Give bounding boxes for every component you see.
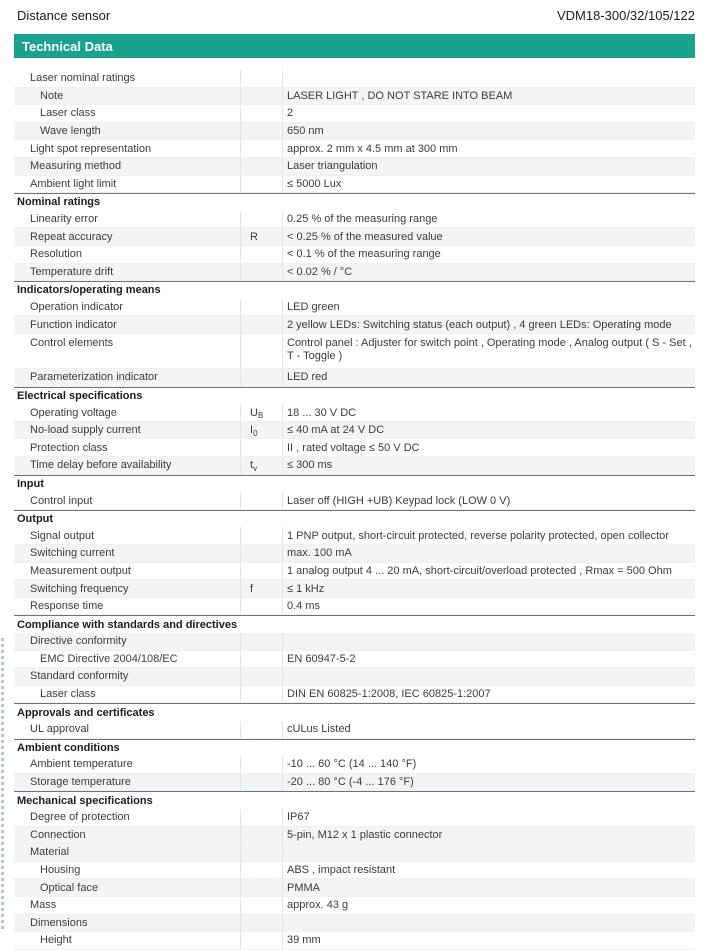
spec-row [14, 879, 695, 897]
spec-label: EMC Directive 2004/108/EC [40, 652, 178, 665]
section-header: Electrical specifications [14, 387, 695, 405]
spec-value: II , rated voltage ≤ 50 V DC [287, 441, 420, 454]
spec-label: Mass [30, 899, 57, 912]
spec-row [14, 88, 695, 106]
spec-label: Measuring method [30, 160, 122, 173]
spec-symbol: t v [240, 457, 283, 474]
spec-row [14, 774, 695, 792]
spec-label: Time delay before availability [30, 459, 172, 472]
spec-row [14, 580, 695, 598]
spec-label: Control input [30, 494, 93, 507]
left-margin-microtext [1, 638, 4, 932]
spec-label: Standard conformity [30, 670, 129, 683]
spec-value: -20 ... 80 °C (-4 ... 176 °F) [287, 776, 414, 789]
spec-symbol [240, 774, 283, 791]
spec-value: LED green [287, 301, 340, 314]
spec-symbol [240, 123, 283, 140]
spec-value: 1 PNP output, short-circuit protected, reverse polarity protected, open collector [287, 529, 669, 542]
spec-value [283, 633, 695, 650]
spec-row [14, 334, 695, 369]
spec-symbol [240, 915, 283, 932]
page-header [17, 8, 695, 23]
spec-value: 18 ... 30 V DC [287, 406, 357, 419]
spec-symbol [240, 211, 283, 228]
spec-value: -10 ... 60 °C (14 ... 140 °F) [287, 758, 417, 771]
spec-row [14, 246, 695, 264]
spec-label: Dimensions [30, 916, 88, 929]
spec-label: Light spot representation [30, 142, 152, 155]
spec-row [14, 598, 695, 616]
spec-symbol: f [240, 580, 283, 597]
spec-value: approx. 2 mm x 4.5 mm at 300 mm [287, 142, 458, 155]
spec-value [283, 915, 695, 932]
spec-value: DIN EN 60825-1:2008, IEC 60825-1:2007 [287, 688, 491, 701]
spec-value [283, 70, 695, 87]
spec-value: approx. 43 g [287, 899, 349, 912]
spec-value: < 0.1 % of the measuring range [287, 248, 441, 261]
spec-symbol [240, 334, 283, 368]
spec-value: ≤ 5000 Lux [287, 177, 342, 190]
spec-row [14, 422, 695, 440]
spec-symbol [240, 545, 283, 562]
spec-row [14, 932, 695, 950]
spec-row [14, 316, 695, 334]
spec-row [14, 140, 695, 158]
spec-row [14, 176, 695, 194]
spec-value: 2 [287, 107, 294, 120]
spec-value: cULus Listed [287, 723, 351, 736]
spec-label: Laser nominal ratings [30, 72, 136, 85]
section-header: Ambient conditions [14, 739, 695, 757]
spec-value [283, 668, 695, 685]
spec-value: IP67 [287, 811, 310, 824]
technical-data-banner [14, 34, 695, 58]
spec-row [14, 651, 695, 669]
spec-value: ABS , impact resistant [287, 864, 396, 877]
spec-value: ≤ 1 kHz [287, 582, 325, 595]
spec-value: PMMA [287, 881, 320, 894]
spec-symbol: U B [240, 404, 283, 421]
spec-label: Note [40, 89, 64, 102]
spec-label: Operating voltage [30, 406, 117, 419]
spec-row [14, 211, 695, 229]
spec-value: EN 60947-5-2 [287, 652, 356, 665]
section-header: Output [14, 510, 695, 528]
spec-symbol [240, 862, 283, 879]
spec-symbol [240, 686, 283, 703]
section-header: Mechanical specifications [14, 791, 695, 809]
spec-symbol [240, 492, 283, 509]
section-header: Indicators/operating means [14, 281, 695, 299]
spec-row [14, 686, 695, 704]
spec-label: Optical face [40, 881, 99, 894]
spec-symbol [240, 563, 283, 580]
spec-label: Temperature drift [30, 265, 114, 278]
spec-label: UL approval [30, 723, 89, 736]
spec-symbol [240, 932, 283, 949]
spec-symbol [240, 88, 283, 105]
spec-label: No-load supply current [30, 424, 141, 437]
technical-data-banner-label: Technical Data [22, 38, 113, 54]
spec-value: 650 nm [287, 125, 324, 138]
spec-value: < 0.25 % of the measured value [287, 230, 443, 243]
spec-row [14, 862, 695, 880]
spec-symbol [240, 844, 283, 861]
spec-symbol [240, 756, 283, 773]
section-header: Input [14, 475, 695, 493]
spec-label: Switching frequency [30, 582, 129, 595]
spec-value: < 0.02 % / °C [287, 265, 353, 278]
spec-row [14, 70, 695, 88]
spec-row [14, 827, 695, 845]
spec-symbol [240, 897, 283, 914]
spec-symbol: I 0 [240, 422, 283, 439]
spec-label: Laser class [40, 107, 96, 120]
spec-label: Storage temperature [30, 776, 131, 789]
spec-symbol [240, 140, 283, 157]
spec-label: Ambient light limit [30, 177, 117, 190]
spec-label: Repeat accuracy [30, 230, 113, 243]
spec-label: Function indicator [30, 318, 117, 331]
spec-value: 5-pin, M12 x 1 plastic connector [287, 828, 443, 841]
spec-label: Linearity error [30, 213, 98, 226]
spec-row [14, 299, 695, 317]
spec-symbol [240, 299, 283, 316]
spec-row [14, 439, 695, 457]
spec-row [14, 123, 695, 141]
spec-label: Housing [40, 864, 81, 877]
spec-label: Response time [30, 600, 104, 613]
spec-row [14, 105, 695, 123]
spec-label: Material [30, 846, 70, 859]
spec-symbol [240, 158, 283, 175]
spec-label: Laser class [40, 688, 96, 701]
spec-symbol [240, 316, 283, 333]
spec-row [14, 457, 695, 475]
spec-symbol [240, 176, 283, 193]
spec-label: Ambient temperature [30, 758, 133, 771]
spec-value: ≤ 300 ms [287, 459, 333, 472]
spec-symbol [240, 651, 283, 668]
spec-symbol [240, 264, 283, 281]
spec-label: Connection [30, 828, 86, 841]
spec-row [14, 844, 695, 862]
spec-value: ≤ 40 mA at 24 V DC [287, 424, 385, 437]
spec-label: Control elements [30, 336, 114, 349]
spec-value: 0.25 % of the measuring range [287, 213, 438, 226]
spec-value [283, 844, 695, 861]
spec-label: Measurement output [30, 564, 131, 577]
spec-symbol [240, 809, 283, 826]
spec-value: LASER LIGHT , DO NOT STARE INTO BEAM [287, 89, 513, 102]
spec-symbol [240, 721, 283, 738]
spec-row [14, 158, 695, 176]
spec-label: Height [40, 934, 72, 947]
spec-row [14, 527, 695, 545]
spec-symbol [240, 827, 283, 844]
spec-value: Laser off (HIGH +UB) Keypad lock (LOW 0 V) [287, 494, 511, 507]
spec-symbol [240, 633, 283, 650]
spec-value: 0.4 ms [287, 600, 321, 613]
spec-value: LED red [287, 371, 328, 384]
spec-value: 1 analog output 4 ... 20 mA, short-circuit/overload protected , Rmax = 500 Ohm [287, 564, 672, 577]
spec-value: max. 100 mA [287, 547, 352, 560]
section-header: Nominal ratings [14, 193, 695, 211]
spec-row [14, 228, 695, 246]
spec-row [14, 756, 695, 774]
spec-symbol [240, 246, 283, 263]
spec-row [14, 404, 695, 422]
spec-label: Degree of protection [30, 811, 130, 824]
spec-row [14, 721, 695, 739]
spec-label: Wave length [40, 125, 101, 138]
spec-symbol [240, 527, 283, 544]
spec-symbol [240, 879, 283, 896]
spec-row [14, 633, 695, 651]
spec-label: Protection class [30, 441, 108, 454]
spec-symbol [240, 70, 283, 87]
spec-value: Control panel : Adjuster for switch point , Operating mode , Analog output ( S - Set , T - Toggle ) [287, 336, 692, 362]
section-header: Approvals and certificates [14, 703, 695, 721]
spec-symbol [240, 439, 283, 456]
spec-value: Laser triangulation [287, 160, 378, 173]
spec-row [14, 369, 695, 387]
spec-row [14, 915, 695, 933]
spec-label: Switching current [30, 547, 115, 560]
spec-symbol: R [240, 228, 283, 245]
section-header: Compliance with standards and directives [14, 615, 695, 633]
spec-label: Resolution [30, 248, 82, 261]
spec-label: Directive conformity [30, 635, 127, 648]
spec-value: 39 mm [287, 934, 321, 947]
spec-value: 2 yellow LEDs: Switching status (each output) , 4 green LEDs: Operating mode [287, 318, 672, 331]
spec-row [14, 563, 695, 581]
product-code: VDM18-300/32/105/122 [556, 8, 695, 23]
spec-symbol [240, 598, 283, 615]
spec-row [14, 897, 695, 915]
spec-row [14, 668, 695, 686]
spec-symbol [240, 105, 283, 122]
spec-row [14, 545, 695, 563]
spec-row [14, 264, 695, 282]
spec-symbol [240, 369, 283, 386]
spec-symbol [240, 668, 283, 685]
spec-row [14, 809, 695, 827]
spec-label: Signal output [30, 529, 95, 542]
spec-row [14, 492, 695, 510]
spec-label: Parameterization indicator [30, 371, 158, 384]
spec-table [14, 70, 695, 950]
spec-label: Operation indicator [30, 301, 123, 314]
page-title: Distance sensor [17, 8, 111, 23]
